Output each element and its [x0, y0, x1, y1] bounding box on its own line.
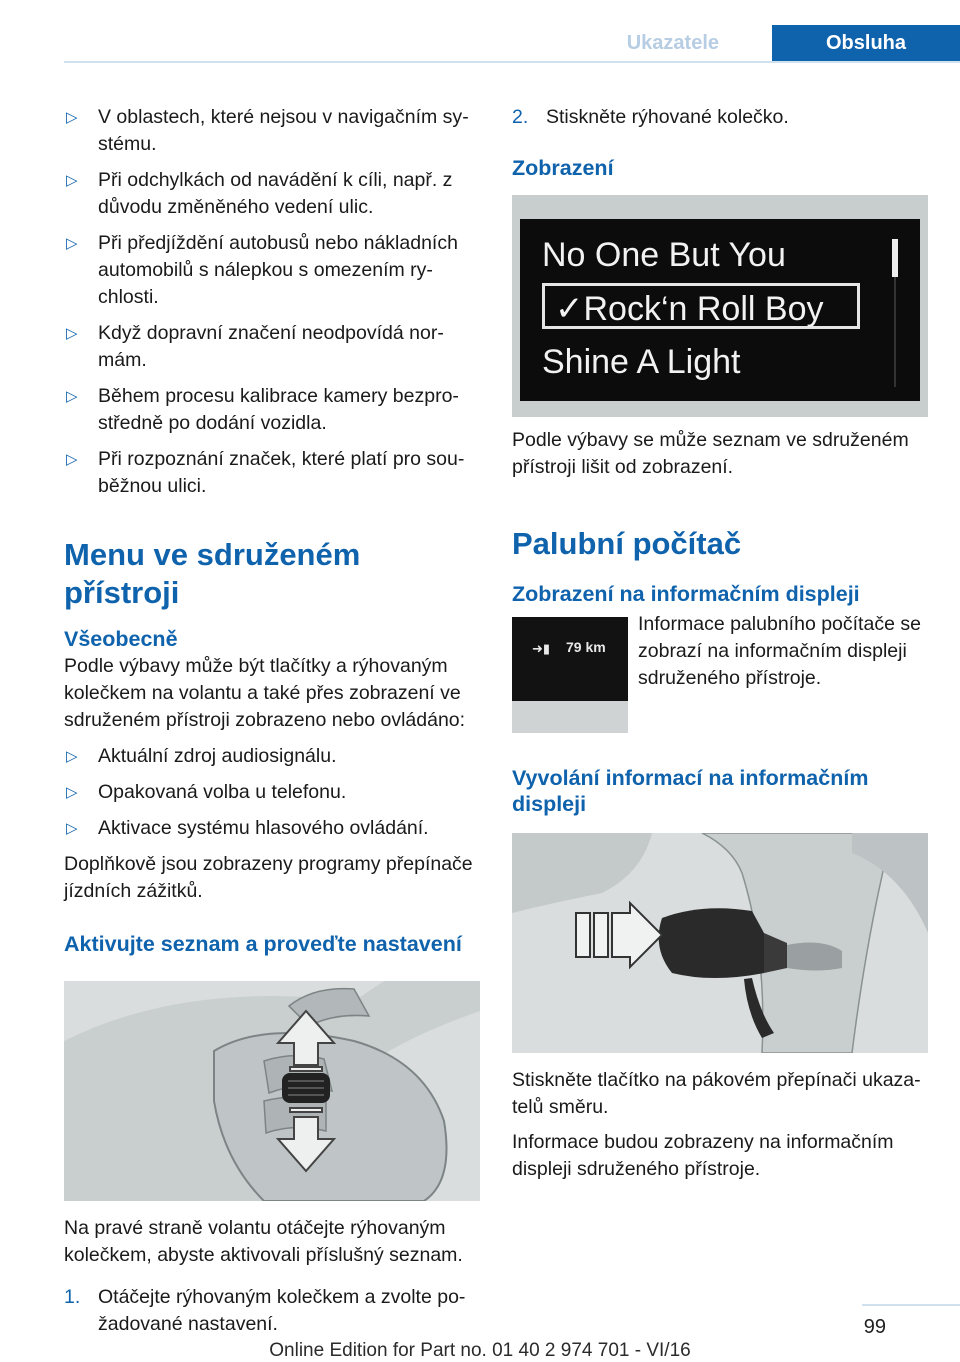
checkmark-icon: ✓: [555, 290, 584, 328]
subheading-aktivujte-seznam: Aktivujte seznam a proveďte nastavení: [64, 932, 462, 956]
list-item: ▷ Při rozpoznání značek, které platí pro souběžnou ulici.: [66, 448, 465, 497]
triangle-bullet-icon: ▷: [66, 748, 78, 765]
list-item: ▷ Aktuální zdroj audiosignálu.: [64, 743, 480, 770]
info-display-figure: [512, 617, 628, 733]
extra-paragraph: Doplňkově jsou zobrazeny programy přepínače jízdních zážitků.: [64, 853, 473, 902]
page-number-rule: [862, 1304, 960, 1306]
subheading-zobrazeni-info: Zobrazení na informačním displeji: [512, 582, 860, 606]
bullet-list-top: [64, 104, 480, 500]
display-list-item-selected: ✓Rock‘n Roll Boy: [542, 283, 860, 329]
steering-wheel-drawing: [64, 981, 480, 1201]
steps-right: [512, 104, 928, 131]
display-list-item: No One But You: [542, 236, 786, 274]
list-item: ▷ Když dopravní značení neodpovídá normám.: [66, 322, 444, 371]
info-display-block: [512, 613, 928, 733]
caption-display: Podle výbavy se může seznam ve sdruženém přístroji lišit od zobrazení.: [512, 429, 909, 478]
step-item: 1. Otáčejte rýhovaným kolečkem a zvolte požadované nastavení.: [64, 1286, 466, 1335]
bullet-list-mid: [64, 743, 480, 842]
triangle-bullet-icon: ▷: [66, 388, 78, 405]
list-item: ▷ Během procesu kalibrace kamery bezprostředně po dodání vozidla.: [66, 385, 459, 434]
steering-wheel-illustration: [64, 981, 480, 1201]
footer-edition: Online Edition for Part no. 01 40 2 974 701 - VI/16: [269, 1340, 691, 1361]
lever-drawing: [512, 833, 928, 1053]
page-number: 99: [863, 1316, 886, 1338]
steps-left: [64, 1284, 480, 1338]
info-paragraph: Informace palubního počítače se zobrazí na informačním displeji sdruženého přístroje.: [638, 613, 921, 689]
intro-paragraph: Podle výbavy může být tlačítky a rýhovaným kolečkem na volantu a také přes zobrazení ve sdruženém přístroji zobrazeno nebo ovládáno:: [64, 655, 466, 731]
triangle-bullet-icon: ▷: [66, 784, 78, 801]
header-tab-ukazatele[interactable]: Ukazatele: [626, 32, 719, 54]
list-item: ▷ Při předjíždění autobusů nebo nákladních automobilů s nálepkou s omezením rychlosti.: [66, 232, 458, 308]
list-item: ▷ Opakovaná volba u telefonu.: [64, 779, 480, 806]
turn-signal-lever-illustration: [512, 833, 928, 1053]
left-column: [64, 104, 480, 1338]
header-rule: [64, 61, 960, 63]
header-tab-obsluha[interactable]: Obsluha: [772, 25, 960, 61]
range-value: 79 km: [566, 639, 606, 655]
triangle-bullet-icon: ▷: [66, 235, 78, 252]
scrollbar-thumb: [892, 239, 898, 277]
fuel-range-icon: ➜▮: [532, 641, 551, 656]
triangle-bullet-icon: ▷: [66, 820, 78, 837]
triangle-bullet-icon: ▷: [66, 451, 78, 468]
list-item: ▷ Při odchylkách od navádění k cíli, např. z důvodu změněného vedení ulic.: [66, 169, 453, 218]
triangle-bullet-icon: ▷: [66, 325, 78, 342]
paragraph-after-lever: Informace budou zobrazeny na informačním displeji sdruženého přístroje.: [512, 1131, 894, 1180]
subheading-zobrazeni: Zobrazení: [512, 156, 614, 180]
heading-menu-sdruzeny-pristroj: Menu ve sdruženém přístroji: [64, 537, 361, 610]
scrollbar-track: [894, 277, 896, 387]
subheading-vseobecne: Všeobecně: [64, 627, 178, 651]
heading-palubni-pocitac: Palubní počítač: [512, 526, 742, 561]
triangle-bullet-icon: ▷: [66, 172, 78, 189]
list-item: ▷ V oblastech, které nejsou v navigačním systému.: [66, 106, 469, 155]
right-column: [512, 104, 928, 1183]
caption-lever: Stiskněte tlačítko na pákovém přepínači ukazatelů směru.: [512, 1069, 921, 1118]
cluster-list-display: [512, 195, 928, 417]
subheading-vyvolani: Vyvolání informací na informačním displeji: [512, 766, 869, 816]
step-item: 2. Stiskněte rýhované kolečko.: [512, 106, 789, 128]
caption-wheel: Na pravé straně volantu otáčejte rýhovaným kolečkem, abyste aktivovali příslušný seznam.: [64, 1217, 463, 1266]
triangle-bullet-icon: ▷: [66, 109, 78, 126]
display-list-item: Shine A Light: [542, 343, 741, 381]
list-item: ▷ Aktivace systému hlasového ovládání.: [64, 815, 480, 842]
